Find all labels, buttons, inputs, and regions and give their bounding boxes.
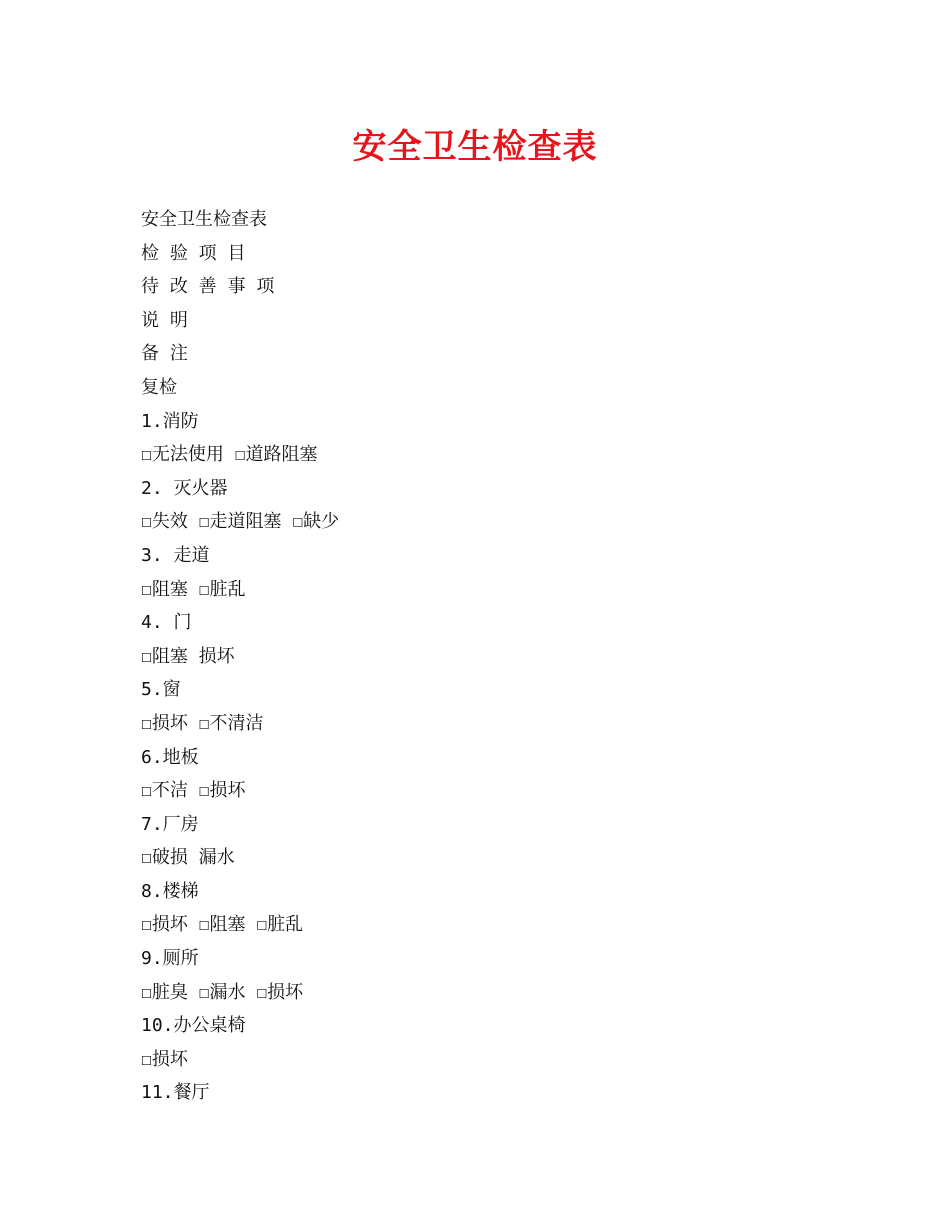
item-options-factory: ☐破损 漏水	[141, 847, 235, 869]
item-options-extinguisher: ☐失效 ☐走道阻塞 ☐缺少	[141, 511, 340, 533]
item-options-office-furniture: ☐损坏	[141, 1048, 188, 1070]
item-heading-fire: 1.消防	[141, 410, 199, 432]
body-line-description: 说 明	[141, 309, 188, 331]
body-line-recheck: 复检	[141, 376, 177, 398]
item-heading-corridor: 3. 走道	[141, 544, 210, 566]
item-options-fire: ☐无法使用 ☐道路阻塞	[141, 444, 318, 466]
item-heading-window: 5.窗	[141, 679, 181, 701]
item-options-floor: ☐不洁 ☐损坏	[141, 780, 246, 802]
item-options-restroom: ☐脏臭 ☐漏水 ☐损坏	[141, 981, 304, 1003]
document-title: 安全卫生检查表	[352, 127, 598, 167]
body-line-pending-improvements: 待 改 善 事 项	[141, 276, 275, 298]
body-line-summary-title: 安全卫生检查表	[141, 209, 267, 230]
item-heading-door: 4. 门	[141, 612, 192, 634]
item-heading-extinguisher: 2. 灭火器	[141, 477, 228, 499]
item-heading-stairs: 8.楼梯	[141, 880, 199, 902]
item-heading-factory: 7.厂房	[141, 813, 199, 835]
item-options-door: ☐阻塞 损坏	[141, 645, 235, 667]
body-line-remarks: 备 注	[141, 343, 188, 365]
body-line-inspection-items: 检 验 项 目	[141, 242, 246, 264]
item-options-stairs: ☐损坏 ☐阻塞 ☐脏乱	[141, 914, 304, 936]
item-options-corridor: ☐阻塞 ☐脏乱	[141, 578, 246, 600]
document-body	[141, 203, 841, 1110]
item-heading-restroom: 9.厕所	[141, 948, 199, 970]
item-options-window: ☐损坏 ☐不清洁	[141, 712, 264, 734]
item-heading-office-furniture: 10.办公桌椅	[141, 1015, 246, 1037]
item-heading-canteen: 11.餐厅	[141, 1082, 210, 1104]
item-heading-floor: 6.地板	[141, 746, 199, 768]
